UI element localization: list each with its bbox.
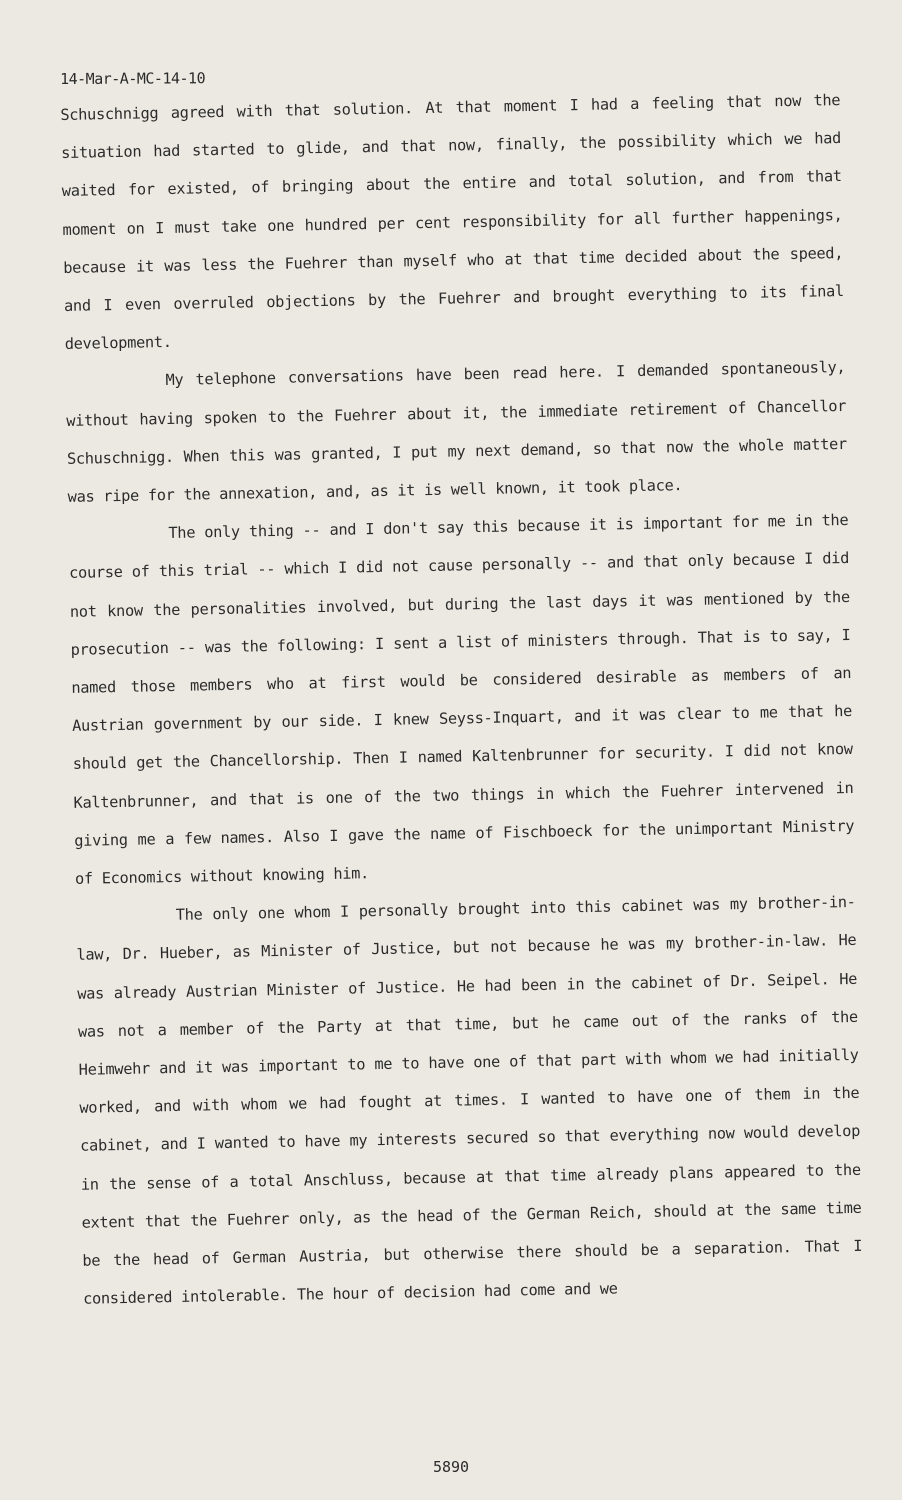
page-number: 5890 <box>432 1458 470 1476</box>
document-header-id: 14-Mar-A-MC-14-10 <box>60 69 206 88</box>
paragraph-2: My telephone conversations have been read here. I demanded spontaneously, without having spoken to the Fuehrer about it, the immediate retirement of Chancellor Schuschnigg. When this was granted, I put my next demand, so that now the whole matter was ripe for the annexation, and, as it is well known, it took place. <box>66 358 847 506</box>
paragraph-3: The only thing -- and I don't say this because it is important for me in the course of this trial -- which I did not cause personally -- and that only because I did not know the personalities involved, but during the last days it was mentioned by the prosecution -- was the following: I sent a list of ministers through. That is to say, I named those members who at first would be considered desirable as members of an Austrian government by our side. I knew Seyss-Inquart, and it was clear to me that he should get the Chancellorship. Then I named Kaltenbrunner for security. I did not know Kaltenbrunner, and that is one of the two things in which the Fuehrer intervened in giving me a few names. Also I gave the name of Fischboeck for the unimportant Ministry of Economics without knowing him. <box>68 511 855 888</box>
document-body <box>60 81 863 1318</box>
paragraph-1: Schuschnigg agreed with that solution. At that moment I had a feeling that now the situation had started to glide, and that now, finally, the possibility which we had waited for existed, of bringing about the entire and total solution, and from that moment on I must take one hundred per cent responsibility for all further happenings, because it was less the Fuehrer than myself who at that time decided about the speed, and I even overruled objections by the Fuehrer and brought everything to its final development. <box>60 91 845 354</box>
paragraph-4: The only one whom I personally brought into this cabinet was my brother-in-law, Dr. Hueber, as Minister of Justice, but not because he was my brother-in-law. He was already Austrian Minister of Justice. He had been in the cabinet of Dr. Seipel. He was not a member of the Party at that time, but he came out of the ranks of the Heimwehr and it was important to me to have one of that part with whom we had initially worked, and with whom we had fought at times. I wanted to have one of them in the cabinet, and I wanted to have my interests secured so that everything now would develop in the sense of a total Anschluss, because at that time already plans appeared to the extent that the Fuehrer only, as the head of the German Reich, should at the same time be the head of German Austria, but otherwise there should be a separation. That I considered intolerable. The hour of decision had come and we <box>76 893 863 1309</box>
